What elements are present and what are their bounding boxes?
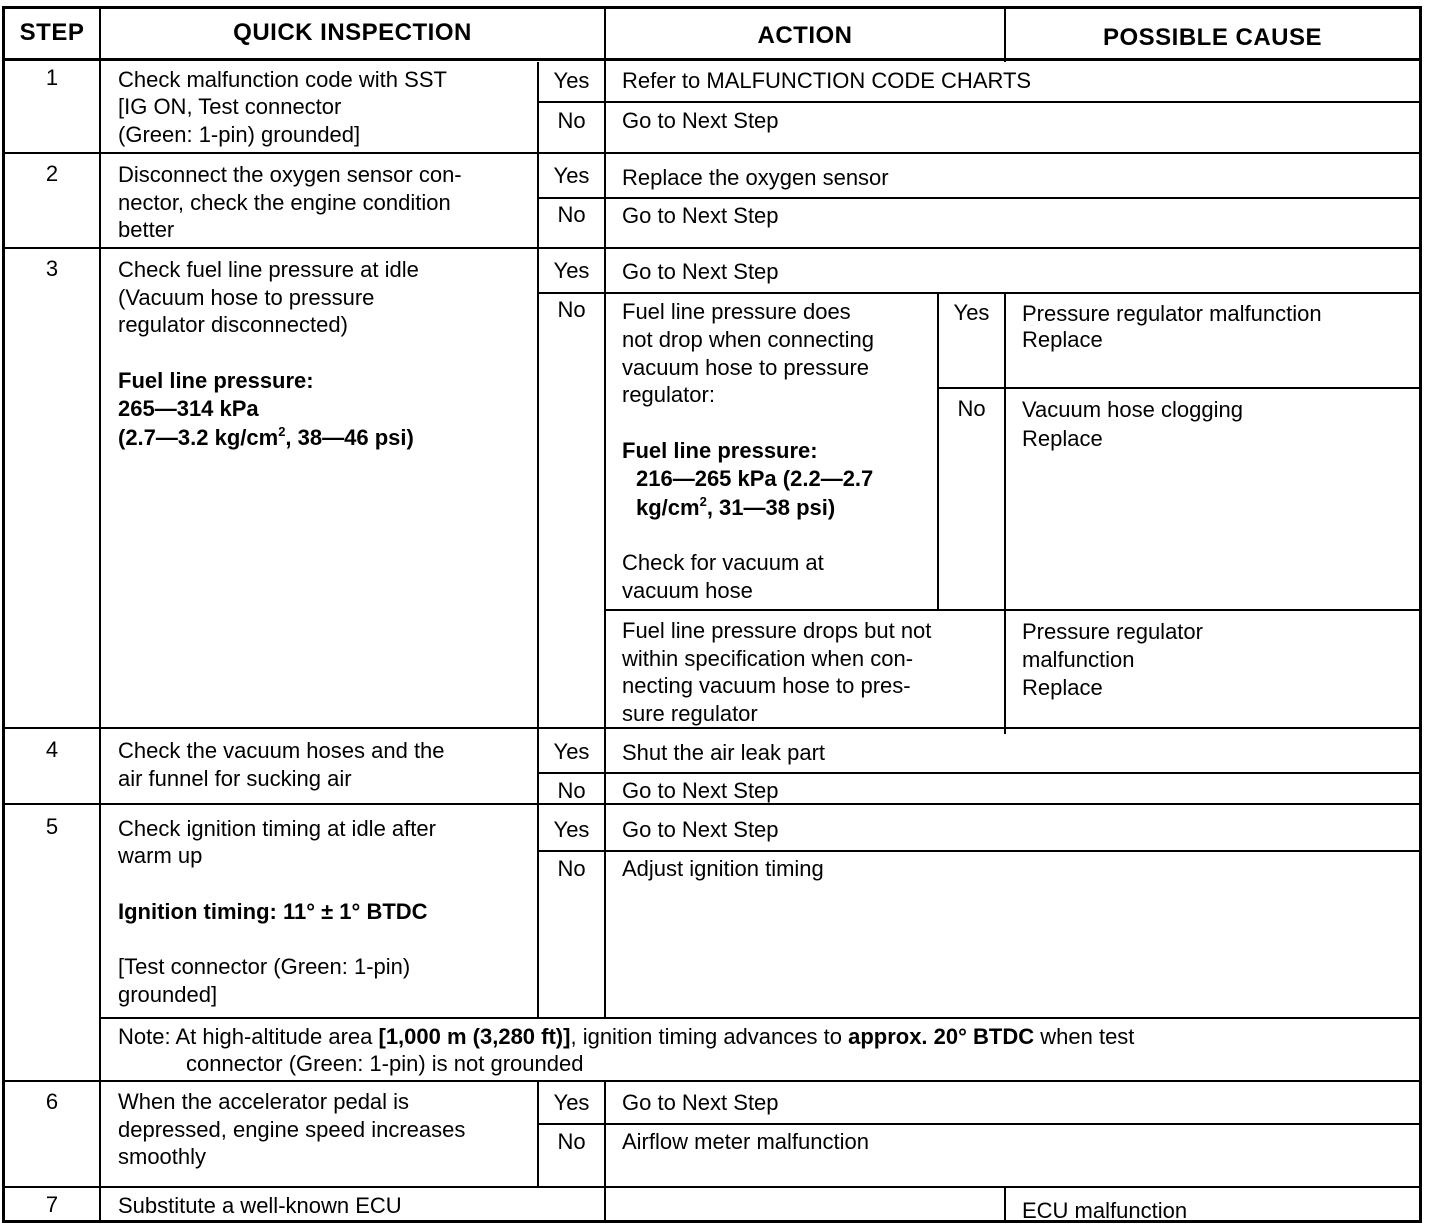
answer-yes: Yes — [553, 68, 590, 93]
note-text — [118, 1023, 1134, 1051]
inspection-text: Check the vacuum hoses and the — [118, 738, 445, 763]
inspection-text: smoothly — [118, 1144, 207, 1169]
inspection-text: Substitute a well-known ECU — [118, 1193, 402, 1218]
spec-detail — [118, 424, 414, 452]
spec-value: 216—265 kPa (2.2—2.7 — [636, 466, 874, 491]
action-text: Adjust ignition timing — [622, 856, 824, 881]
step-number: 5 — [45, 814, 59, 839]
action-text: Go to Next Step — [622, 1090, 779, 1115]
answer-no: No — [557, 856, 586, 881]
inspection-text: Check malfunction code with SST — [118, 67, 447, 92]
inspection-text: Check fuel line pressure at idle — [118, 257, 419, 282]
inspection-text: (Green: 1-pin) grounded] — [118, 122, 361, 147]
action-text: Go to Next Step — [622, 203, 779, 228]
answer-yes: Yes — [953, 300, 990, 325]
inspection-text: better — [118, 217, 175, 242]
step-number: 6 — [45, 1089, 59, 1114]
column-divider — [1004, 1188, 1006, 1223]
spec-detail-b: , 31—38 psi) — [706, 495, 836, 520]
row-divider — [537, 197, 1422, 199]
superscript: 2 — [699, 494, 707, 509]
column-divider — [1004, 292, 1006, 734]
inspection-text: (Vacuum hose to pressure — [118, 285, 375, 310]
inspection-text: When the accelerator pedal is — [118, 1089, 410, 1114]
header-action: ACTION — [757, 22, 853, 49]
row-divider — [2, 1080, 1422, 1082]
action-text: Go to Next Step — [622, 817, 779, 842]
spec-value: 265—314 kPa — [118, 396, 259, 421]
condition-text: vacuum hose to pressure — [622, 355, 870, 380]
condition-text: Fuel line pressure drops but not — [622, 618, 932, 643]
condition-text: within specification when con- — [622, 646, 914, 671]
note-part: when test — [1034, 1024, 1135, 1049]
answer-no: No — [957, 396, 986, 421]
cause-text: Pressure regulator malfunction — [1022, 301, 1322, 326]
row-divider — [537, 772, 1422, 774]
table-border — [2, 6, 5, 1223]
action-text: Go to Next Step — [622, 778, 779, 803]
header-divider — [2, 58, 1422, 61]
cause-text: Vacuum hose clogging — [1022, 397, 1243, 422]
header-quick-inspection: QUICK INSPECTION — [233, 19, 472, 46]
superscript: 2 — [278, 424, 286, 439]
answer-yes: Yes — [553, 817, 590, 842]
connector-text: grounded] — [118, 982, 218, 1007]
answer-yes: Yes — [553, 739, 590, 764]
condition-text: necting vacuum hose to pres- — [622, 673, 911, 698]
table-border — [1419, 6, 1422, 1223]
answer-yes: Yes — [553, 163, 590, 188]
inspection-text: depressed, engine speed increases — [118, 1117, 466, 1142]
inspection-text: nector, check the engine condition — [118, 190, 451, 215]
row-divider — [2, 247, 1422, 249]
spec-label: Fuel line pressure: — [118, 368, 314, 393]
action-text: Replace the oxygen sensor — [622, 165, 889, 190]
cause-text: malfunction — [1022, 647, 1135, 672]
condition-text: Fuel line pressure does — [622, 299, 851, 324]
inspection-text: Check ignition timing at idle after — [118, 816, 436, 841]
action-text: Shut the air leak part — [622, 740, 826, 765]
spec-label: Fuel line pressure: — [622, 438, 818, 463]
inspection-text: Disconnect the oxygen sensor con- — [118, 162, 462, 187]
note-part-bold: [1,000 m (3,280 ft)] — [378, 1024, 571, 1049]
action-text: Go to Next Step — [622, 259, 779, 284]
row-divider — [99, 1017, 1422, 1019]
column-divider — [937, 292, 939, 610]
cause-text: Pressure regulator — [1022, 619, 1203, 644]
condition-text: sure regulator — [622, 701, 758, 726]
row-divider — [604, 609, 1422, 611]
inspection-text: warm up — [118, 843, 203, 868]
answer-yes: Yes — [553, 1090, 590, 1115]
row-divider — [537, 292, 1422, 294]
spec-detail-a: (2.7—3.2 kg/cm — [118, 425, 279, 450]
answer-no: No — [557, 1129, 586, 1154]
table-border — [2, 6, 1422, 9]
spec-detail-b: , 38—46 psi) — [285, 425, 414, 450]
connector-text: [Test connector (Green: 1-pin) — [118, 954, 411, 979]
table-border — [2, 1220, 1422, 1223]
row-divider — [2, 1186, 1422, 1188]
inspection-text: [IG ON, Test connector — [118, 94, 342, 119]
row-divider — [537, 1123, 1422, 1125]
action-text: Refer to MALFUNCTION CODE CHARTS — [622, 68, 1032, 93]
spec-detail — [636, 494, 835, 522]
check-text: vacuum hose — [622, 578, 753, 603]
column-divider — [99, 6, 101, 1223]
answer-no: No — [557, 778, 586, 803]
row-divider — [937, 387, 1422, 389]
step-number: 2 — [45, 161, 59, 186]
note-part: Note: At high-altitude area — [118, 1024, 379, 1049]
inspection-text: air funnel for sucking air — [118, 766, 352, 791]
spec-detail-a: kg/cm — [636, 495, 700, 520]
note-part-bold: approx. 20° BTDC — [848, 1024, 1035, 1049]
note-part: , ignition timing advances to — [570, 1024, 849, 1049]
check-text: Check for vacuum at — [622, 550, 824, 575]
header-step: STEP — [19, 19, 85, 46]
step-number: 7 — [45, 1192, 59, 1217]
step-number: 1 — [45, 65, 59, 90]
cause-text: Replace — [1022, 426, 1103, 451]
condition-text: regulator: — [622, 382, 715, 407]
spec-value: Ignition timing: 11° ± 1° BTDC — [118, 899, 428, 924]
row-divider — [537, 850, 1422, 852]
cause-text: Replace — [1022, 327, 1103, 352]
inspection-text: regulator disconnected) — [118, 312, 348, 337]
step-number: 4 — [45, 737, 59, 762]
cause-text: Replace — [1022, 675, 1103, 700]
condition-text: not drop when connecting — [622, 327, 874, 352]
column-divider — [604, 1082, 606, 1223]
action-text: Go to Next Step — [622, 108, 779, 133]
column-divider — [604, 6, 606, 1019]
header-possible-cause: POSSIBLE CAUSE — [1102, 24, 1323, 51]
answer-no: No — [557, 108, 586, 133]
answer-yes: Yes — [553, 258, 590, 283]
answer-no: No — [557, 202, 586, 227]
cause-text: ECU malfunction — [1022, 1198, 1188, 1223]
row-divider — [537, 101, 1422, 103]
step-number: 3 — [45, 256, 59, 281]
row-divider — [2, 152, 1422, 154]
action-text: Airflow meter malfunction — [622, 1129, 869, 1154]
answer-no: No — [557, 297, 586, 322]
note-text: connector (Green: 1-pin) is not grounded — [186, 1051, 584, 1076]
